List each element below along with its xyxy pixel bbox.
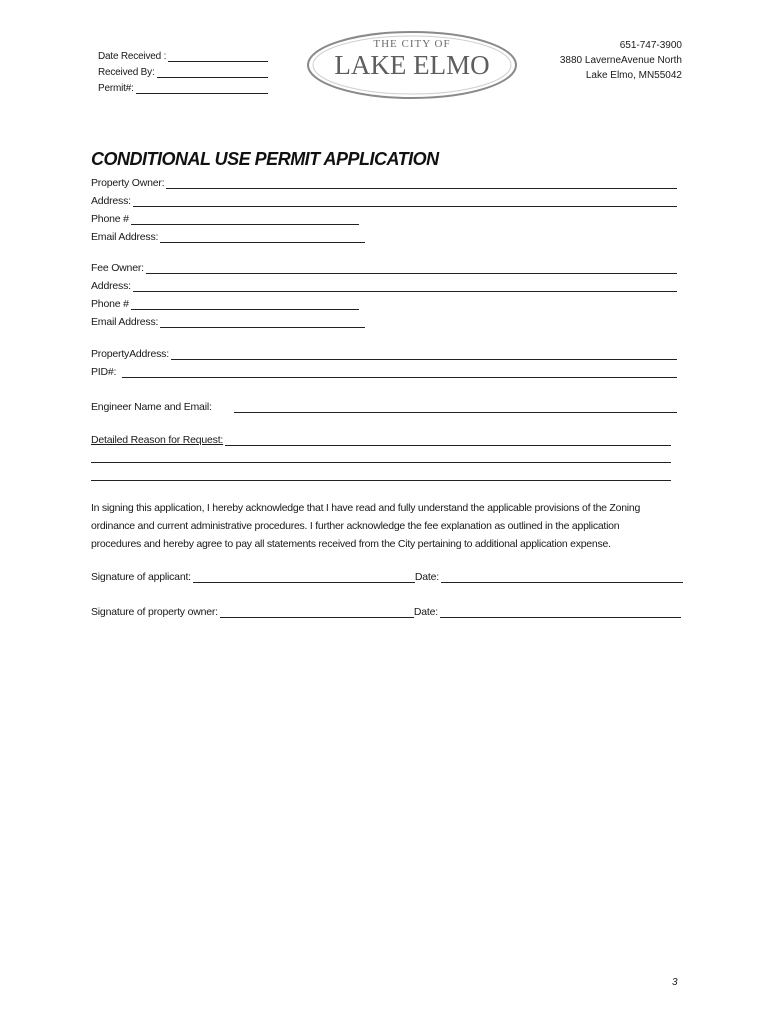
- reason-field-line-1[interactable]: [225, 435, 671, 446]
- logo-line1: THE CITY OF: [373, 38, 451, 50]
- city-logo: [306, 30, 518, 100]
- signature-applicant-label: Signature of applicant:: [91, 571, 191, 583]
- property-owner-label: Property Owner:: [91, 177, 165, 189]
- fee-owner-label: Fee Owner:: [91, 262, 144, 274]
- date-received-field[interactable]: [168, 51, 268, 62]
- contact-street: 3880 LaverneAvenue North: [559, 55, 682, 66]
- logo-line2: LAKE ELMO: [334, 50, 490, 80]
- fee-phone-field[interactable]: [131, 299, 359, 310]
- property-owner-field[interactable]: [166, 178, 677, 189]
- owner-phone-label: Phone #: [91, 213, 129, 225]
- pid-field[interactable]: [122, 367, 677, 378]
- fee-owner-field[interactable]: [146, 263, 677, 274]
- acknowledgement-line-3: procedures and hereby agree to pay all statements received from the City pertaining to additional application expense.: [91, 538, 611, 550]
- owner-phone-row: [91, 209, 677, 225]
- fee-address-field[interactable]: [133, 281, 677, 292]
- fee-address-label: Address:: [91, 280, 131, 292]
- date-received-label: Date Received :: [98, 51, 167, 62]
- fee-owner-row: [91, 258, 677, 274]
- fee-owner-section: [91, 258, 677, 328]
- signature-applicant-field[interactable]: [193, 572, 415, 583]
- owner-email-field[interactable]: [160, 232, 365, 243]
- signature-owner-label: Signature of property owner:: [91, 606, 218, 618]
- pid-row: [91, 362, 677, 378]
- engineer-row: [91, 397, 677, 413]
- received-by-row: [98, 64, 268, 78]
- engineer-section: [91, 397, 677, 413]
- permit-field[interactable]: [136, 83, 268, 94]
- contact-block: [560, 38, 682, 83]
- reason-label: Detailed Reason for Request:: [91, 434, 224, 446]
- fee-phone-row: [91, 294, 677, 310]
- signature-owner-row: [91, 602, 681, 618]
- permit-label: Permit#:: [98, 83, 134, 94]
- owner-section: [91, 173, 677, 243]
- acknowledgement-line-2: ordinance and current administrative procedures. I further acknowledge the fee explanation as outlined in the application: [91, 520, 620, 532]
- applicant-date-field[interactable]: [441, 572, 683, 583]
- fee-phone-label: Phone #: [91, 298, 129, 310]
- signature-applicant-row: [91, 567, 683, 583]
- property-address-label: PropertyAddress:: [91, 348, 169, 360]
- reason-row: [91, 430, 671, 446]
- property-section: [91, 344, 677, 378]
- signature-owner-field[interactable]: [220, 607, 414, 618]
- property-owner-row: [91, 173, 677, 189]
- owner-email-label: Email Address:: [91, 231, 159, 243]
- property-address-field[interactable]: [171, 349, 677, 360]
- contact-city: Lake Elmo, MN55042: [585, 70, 682, 81]
- owner-date-field[interactable]: [440, 607, 681, 618]
- owner-phone-field[interactable]: [131, 214, 359, 225]
- contact-phone: 651-747-3900: [619, 40, 682, 51]
- pid-label: PID#:: [91, 366, 117, 378]
- acknowledgement-paragraph: [91, 499, 691, 553]
- office-use-block: [98, 48, 268, 94]
- owner-address-field[interactable]: [133, 196, 677, 207]
- fee-address-row: [91, 276, 677, 292]
- fee-email-label: Email Address:: [91, 316, 159, 328]
- owner-email-row: [91, 227, 677, 243]
- owner-address-label: Address:: [91, 195, 131, 207]
- reason-field-line-3[interactable]: [91, 479, 671, 481]
- reason-section: [91, 430, 671, 481]
- fee-email-field[interactable]: [160, 317, 365, 328]
- owner-address-row: [91, 191, 677, 207]
- reason-field-line-2[interactable]: [91, 461, 671, 463]
- page-number: 3: [672, 977, 678, 988]
- date-received-row: [98, 48, 268, 62]
- engineer-label: Engineer Name and Email:: [91, 401, 212, 413]
- applicant-date-label: Date:: [414, 571, 439, 583]
- permit-row: [98, 80, 268, 94]
- page-title: CONDITIONAL USE PERMIT APPLICATION: [91, 149, 439, 169]
- owner-date-label: Date:: [413, 606, 439, 618]
- received-by-label: Received By:: [98, 67, 155, 78]
- acknowledgement-line-1: In signing this application, I hereby acknowledge that I have read and fully understand the applicable provisions of the Zoning: [91, 502, 641, 514]
- fee-email-row: [91, 312, 677, 328]
- received-by-field[interactable]: [157, 67, 268, 78]
- engineer-field[interactable]: [234, 402, 677, 413]
- property-address-row: [91, 344, 677, 360]
